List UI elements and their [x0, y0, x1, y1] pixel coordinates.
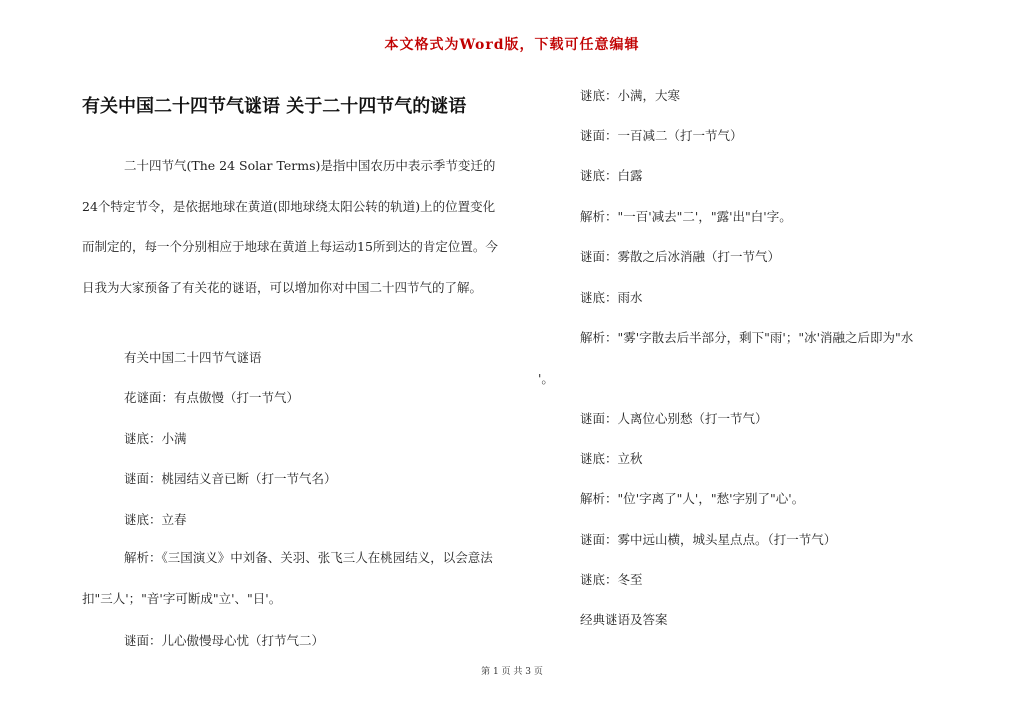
- section-heading: 有关中国二十四节气谜语: [124, 350, 262, 365]
- riddle-question: 谜面：儿心傲慢母心忧（打节气二）: [124, 633, 325, 648]
- riddle-explanation: 解析："一百'减去"二'，"露'出"白'字。: [580, 209, 792, 224]
- riddle-answer: 谜底：立春: [124, 512, 187, 527]
- document-title: 有关中国二十四节气谜语 关于二十四节气的谜语: [82, 96, 467, 117]
- section-heading: 经典谜语及答案: [580, 612, 668, 627]
- riddle-explanation: 解析："雾'字散去后半部分，剩下"雨'；"冰'消融之后即为"水: [580, 330, 914, 345]
- riddle-question: 花谜面：有点傲慢（打一节气）: [124, 390, 300, 405]
- riddle-question: 谜面：雾散之后冰消融（打一节气）: [580, 249, 781, 264]
- riddle-answer: 谜底：立秋: [580, 451, 643, 466]
- riddle-explanation: 解析："位'字离了"人'，"愁'字别了"心'。: [580, 491, 805, 506]
- riddle-answer: 谜底：雨水: [580, 290, 643, 305]
- riddle-explanation-tail: '。: [538, 371, 554, 386]
- riddle-answer: 谜底：白露: [580, 168, 643, 183]
- riddle-answer: 谜底：小满，大寒: [580, 88, 681, 103]
- riddle-explanation: 解析：《三国演义》中刘备、关羽、张飞三人在桃园结义，以会意法扣"三人'；"音'字可断成"立'、"日'。: [82, 550, 493, 606]
- riddle-question: 谜面：桃园结义音已断（打一节气名）: [124, 471, 337, 486]
- riddle-answer: 谜底：小满: [124, 431, 187, 446]
- intro-paragraph: 二十四节气(The 24 Solar Terms)是指中国农历中表示季节变迁的24个特定节令，是依据地球在黄道(即地球绕太阳公转的轨道)上的位置变化而制定的，每一个分别相应于地球在黄道上每运动15所到达的肯定位置。今日我为大家预备了有关花的谜语，可以增加你对中国二十四节气的了解。: [82, 158, 498, 295]
- riddle-question: 谜面：一百减二（打一节气）: [580, 128, 743, 143]
- page-footer: 第 1 页 共 3 页: [481, 667, 543, 677]
- riddle-question: 谜面：人离位心别愁（打一节气）: [580, 411, 768, 426]
- download-banner: 本文格式为Word版，下载可任意编辑: [384, 37, 640, 53]
- riddle-answer: 谜底：冬至: [580, 572, 643, 587]
- riddle-question: 谜面：雾中远山横，城头星点点。（打一节气）: [580, 532, 837, 547]
